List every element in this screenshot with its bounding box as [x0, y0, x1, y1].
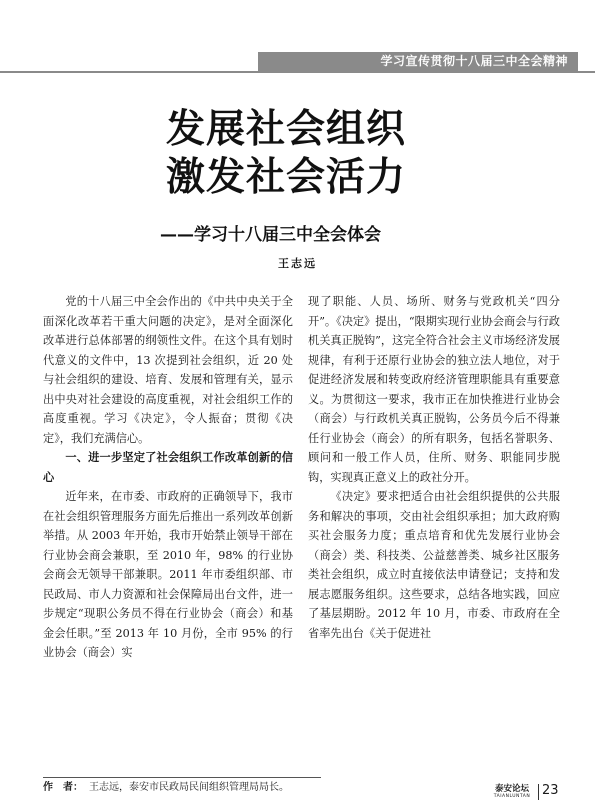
author-footnote [43, 781, 443, 794]
body-paragraph: 近年来，在市委、市政府的正确领导下，我市在社会组织管理服务方面先后推出一系列改革创新举措。从 2003 年开始，我市开始禁止领导干部在行业协会商会兼职，至 2010 年，98% 的行业协会商会无领导干部兼职。2011 年市委组织部、市民政局、市人力资源和社会保障局出台文件，进一步规定“现职公务员不得在行业协会（商会）和基金会任职。”至 2013 年 10 月份，全市 95% 的行业协会（商会）实 [43, 490, 293, 659]
right-column [308, 292, 560, 643]
footnote-label: 作 者： [43, 782, 83, 793]
body-paragraph: 党的十八届三中全会作出的《中共中央关于全面深化改革若干重大问题的决定》，是对全面深化改革进行总体部署的纲领性文件。在这个具有划时代意义的文件中，13 次提到社会组织，近 20 处与社会组织的建设、培育、发展和管理有关，显示出中央对社会建设的高度重视，对社会组织工作的高度重视。学习《决定》，令人振奋；贯彻《决定》，我们充满信心。 [43, 295, 293, 445]
footnote-rule [43, 777, 321, 778]
article-title-line2: 激发社会活力 [166, 155, 407, 200]
magazine-logo [488, 784, 536, 800]
magazine-name: 泰安论坛 [494, 784, 529, 794]
header-rule [0, 71, 595, 73]
left-column [43, 292, 293, 663]
column-banner: 学习宣传贯彻十八届三中全会精神 [258, 52, 578, 71]
page-number: 23 [542, 783, 559, 798]
section-heading: 一、进一步坚定了社会组织工作改革创新的信心 [43, 451, 293, 484]
body-paragraph: 现了职能、人员、场所、财务与党政机关“四分开”。《决定》提出，“限期实现行业协会商会与行政机关真正脱钩”，这完全符合社会主义市场经济发展规律，有利于还原行业协会的独立法人地位，对于促进经济发展和转变政府经济管理职能具有重要意义。为贯彻这一要求，我市正在加快推进行业协会（商会）与行政机关真正脱钩，公务员今后不得兼任行业协会（商会）的所有职务，包括名誉职务、顾问和一般工作人员，住所、财务、职能同步脱钩，实现真正意义上的政社分开。 [308, 295, 560, 484]
article-subtitle: ——学习十八届三中全会体会 [160, 225, 381, 245]
body-paragraph: 《决定》要求把适合由社会组织提供的公共服务和解决的事项，交由社会组织承担；加大政府购买社会服务力度；重点培育和优先发展行业协会（商会）类、科技类、公益慈善类、城乡社区服务类社会组织，成立时直接依法申请登记；支持和发展志愿服务组织。这些要求，总结各地实践，回应了基层期盼。2012 年 10 月，市委、市政府在全省率先出台《关于促进社 [308, 490, 560, 640]
author-byline: 王志远 [278, 257, 317, 270]
page-number-divider [538, 784, 539, 800]
footnote-text: 王志远，泰安市民政局民间组织管理局局长。 [89, 782, 289, 793]
magazine-name-latin: TAIANLUNTAN [493, 794, 531, 799]
article-title-line1: 发展社会组织 [166, 107, 407, 152]
